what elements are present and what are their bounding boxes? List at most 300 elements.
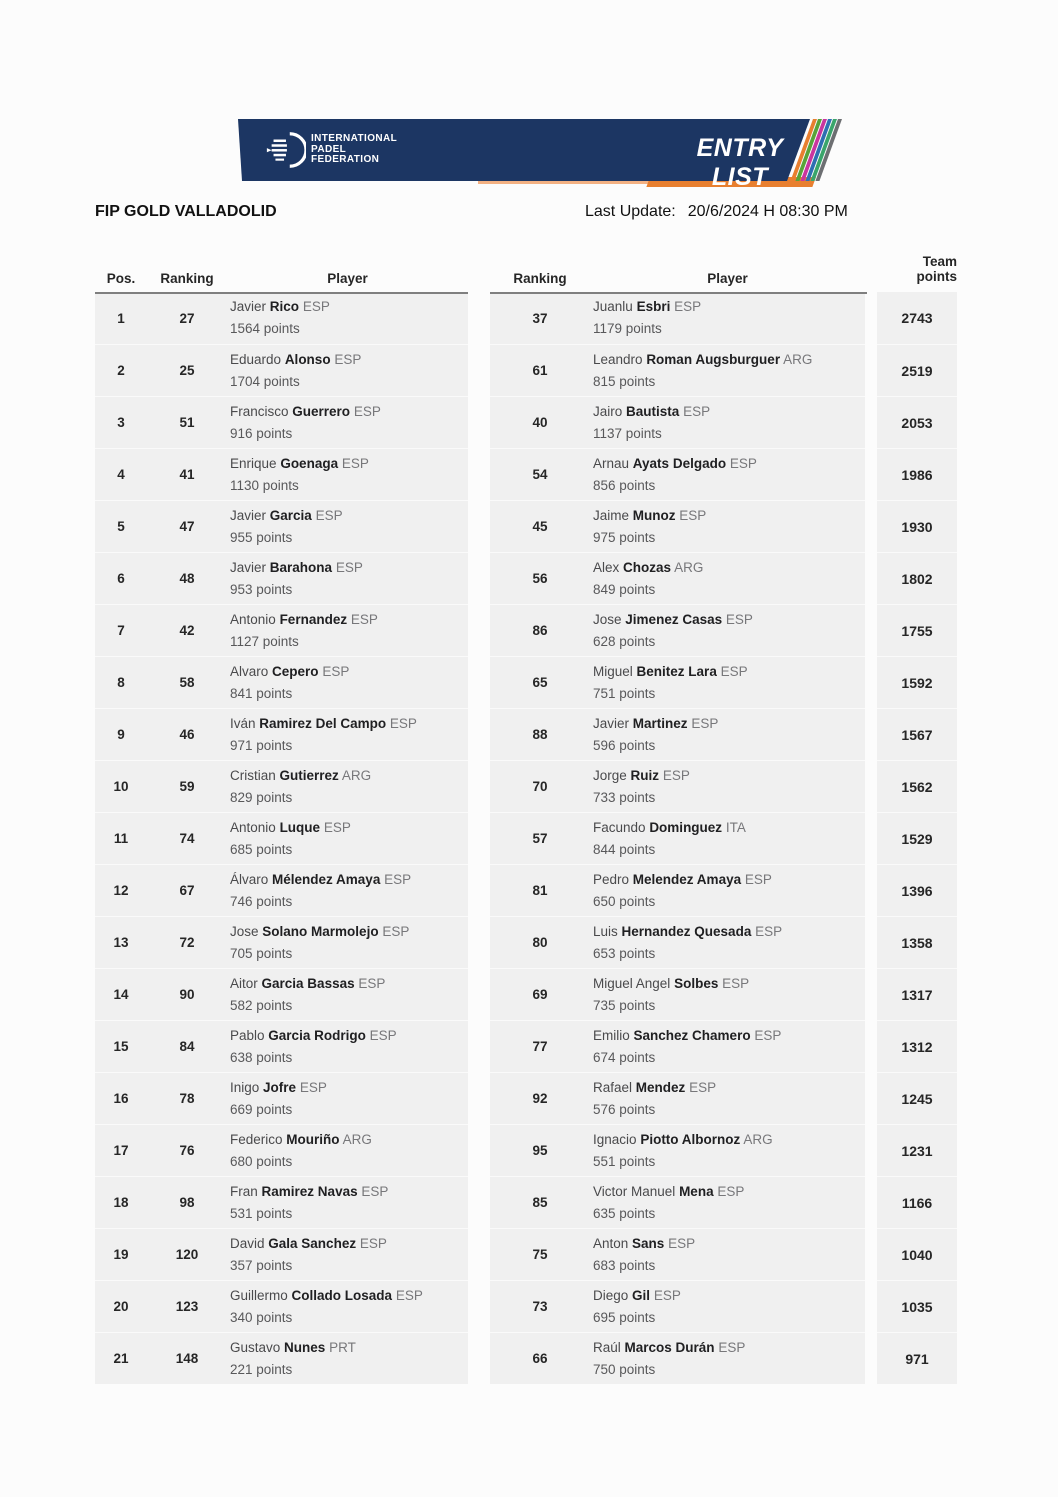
player-points: 685 points — [230, 841, 293, 857]
player-name — [230, 296, 468, 318]
column-gap — [865, 760, 877, 812]
table-row — [95, 968, 957, 1020]
player-points: 551 points — [593, 1153, 656, 1169]
table-row — [95, 1020, 957, 1072]
team-points-cell: 1930 — [877, 500, 957, 552]
player-first-name: Javier — [230, 507, 267, 523]
player-name — [593, 817, 865, 839]
player-points: 596 points — [593, 737, 656, 753]
header-underline-left — [95, 292, 468, 294]
player-country: ARG — [342, 1131, 372, 1147]
player-country: ESP — [323, 819, 351, 835]
team-points-cell: 1529 — [877, 812, 957, 864]
player-last-name: Gala Sanchez — [268, 1235, 357, 1251]
player-first-name: Ignacio — [593, 1131, 637, 1147]
player-last-name: Alonso — [284, 351, 331, 367]
column-gap — [468, 708, 490, 760]
player-last-name: Garcia Bassas — [261, 975, 355, 991]
player-last-name: Ramirez Del Campo — [259, 715, 387, 731]
header-banner — [238, 119, 850, 191]
federation-name-line1: INTERNATIONAL — [311, 133, 398, 145]
player-cell-2 — [590, 1176, 865, 1228]
player-points: 340 points — [230, 1309, 293, 1325]
column-gap — [865, 864, 877, 916]
column-gap — [865, 1072, 877, 1124]
player-cell-2 — [590, 968, 865, 1020]
pos-cell: 10 — [95, 760, 147, 812]
ranking-cell-2: 77 — [490, 1020, 590, 1072]
column-gap — [468, 812, 490, 864]
player-name — [230, 505, 468, 527]
player-name — [230, 1285, 468, 1307]
pos-cell: 6 — [95, 552, 147, 604]
column-gap — [865, 708, 877, 760]
player-first-name: Pedro — [593, 871, 630, 887]
player-cell-1 — [227, 292, 468, 344]
player-country: ESP — [679, 507, 707, 523]
ranking-cell-1: 98 — [147, 1176, 227, 1228]
player-country: ESP — [322, 663, 350, 679]
player-points: 628 points — [593, 633, 656, 649]
player-name — [230, 609, 468, 631]
player-country: ESP — [350, 611, 378, 627]
player-country: ESP — [755, 923, 783, 939]
player-country: ESP — [720, 663, 748, 679]
player-country: ESP — [382, 923, 410, 939]
player-last-name: Mélendez Amaya — [272, 871, 381, 887]
player-cell-2 — [590, 916, 865, 968]
player-first-name: Pablo — [230, 1027, 265, 1043]
federation-ball-icon — [264, 129, 306, 171]
ranking-cell-2: 81 — [490, 864, 590, 916]
column-gap — [865, 552, 877, 604]
column-gap — [468, 864, 490, 916]
player-country: ESP — [389, 715, 417, 731]
ranking-cell-2: 88 — [490, 708, 590, 760]
column-gap — [468, 396, 490, 448]
player-cell-2 — [590, 656, 865, 708]
player-name — [593, 1233, 865, 1255]
ranking-cell-2: 45 — [490, 500, 590, 552]
player-cell-1 — [227, 1176, 468, 1228]
player-country: ESP — [335, 559, 363, 575]
player-cell-1 — [227, 552, 468, 604]
player-name — [230, 713, 468, 735]
player-first-name: Fran — [230, 1183, 258, 1199]
player-last-name: Chozas — [623, 559, 672, 575]
federation-name-line2: PADEL — [311, 143, 347, 155]
ranking-cell-1: 148 — [147, 1332, 227, 1384]
player-name — [593, 713, 865, 735]
ranking-cell-2: 69 — [490, 968, 590, 1020]
team-points-cell: 1396 — [877, 864, 957, 916]
player-name — [593, 1025, 865, 1047]
ranking-cell-1: 67 — [147, 864, 227, 916]
ranking-cell-1: 72 — [147, 916, 227, 968]
pos-cell: 18 — [95, 1176, 147, 1228]
ranking-cell-1: 41 — [147, 448, 227, 500]
player-last-name: Fernandez — [279, 611, 348, 627]
pos-cell: 19 — [95, 1228, 147, 1280]
player-last-name: Cepero — [272, 663, 319, 679]
player-first-name: Anton — [593, 1235, 629, 1251]
player-country: ESP — [359, 1235, 387, 1251]
player-cell-1 — [227, 1228, 468, 1280]
player-name — [593, 1181, 865, 1203]
last-update — [585, 203, 848, 221]
column-gap — [865, 1124, 877, 1176]
ranking-cell-1: 120 — [147, 1228, 227, 1280]
column-gap — [468, 656, 490, 708]
ranking-cell-1: 58 — [147, 656, 227, 708]
player-country: ESP — [353, 403, 381, 419]
player-cell-1 — [227, 916, 468, 968]
table-row — [95, 812, 957, 864]
player-points: 531 points — [230, 1205, 293, 1221]
player-country: ESP — [334, 351, 362, 367]
player-first-name: Cristian — [230, 767, 276, 783]
column-gap — [865, 916, 877, 968]
player-first-name: Iván — [230, 715, 256, 731]
player-last-name: Hernandez Quesada — [621, 923, 752, 939]
player-cell-2 — [590, 344, 865, 396]
player-first-name: Jorge — [593, 767, 627, 783]
player-name — [593, 1077, 865, 1099]
ranking-cell-1: 46 — [147, 708, 227, 760]
player-name — [593, 505, 865, 527]
player-points: 1564 points — [230, 321, 300, 336]
player-cell-2 — [590, 292, 865, 344]
column-gap — [865, 292, 877, 344]
column-gap — [468, 500, 490, 552]
ranking-cell-2: 37 — [490, 292, 590, 344]
player-cell-2 — [590, 760, 865, 812]
column-gap — [468, 1176, 490, 1228]
player-first-name: Federico — [230, 1131, 283, 1147]
entry-list-label: ENTRY LIST — [696, 134, 784, 191]
player-name — [230, 661, 468, 683]
player-last-name: Ayats Delgado — [632, 455, 727, 471]
player-first-name: Francisco — [230, 403, 289, 419]
player-name — [593, 453, 865, 475]
ranking-cell-2: 85 — [490, 1176, 590, 1228]
player-country: ESP — [358, 975, 386, 991]
player-points: 971 points — [230, 737, 293, 753]
player-cell-1 — [227, 1020, 468, 1072]
player-cell-2 — [590, 1020, 865, 1072]
player-points: 975 points — [593, 529, 656, 545]
player-last-name: Piotto Albornoz — [640, 1131, 741, 1147]
player-cell-2 — [590, 864, 865, 916]
player-first-name: Emilio — [593, 1027, 630, 1043]
player-name — [230, 349, 468, 371]
player-first-name: Javier — [593, 715, 630, 731]
player-country: ESP — [395, 1287, 423, 1303]
player-cell-2 — [590, 812, 865, 864]
player-points: 733 points — [593, 789, 656, 805]
column-gap — [468, 344, 490, 396]
player-points: 650 points — [593, 893, 656, 909]
player-points: 844 points — [593, 841, 656, 857]
team-points-cell: 1245 — [877, 1072, 957, 1124]
player-name — [230, 765, 468, 787]
ranking-cell-2: 80 — [490, 916, 590, 968]
player-name — [230, 401, 468, 423]
player-last-name: Garcia Rodrigo — [268, 1027, 366, 1043]
team-points-cell: 1317 — [877, 968, 957, 1020]
team-points-cell: 1802 — [877, 552, 957, 604]
pos-cell: 2 — [95, 344, 147, 396]
column-gap — [468, 916, 490, 968]
table-row — [95, 864, 957, 916]
column-header-team-points — [877, 252, 957, 292]
column-gap — [468, 968, 490, 1020]
table-row — [95, 552, 957, 604]
ranking-cell-2: 95 — [490, 1124, 590, 1176]
player-points: 1130 points — [230, 477, 299, 493]
table-row — [95, 604, 957, 656]
federation-name-line3: FEDERATION — [311, 154, 380, 166]
ranking-cell-2: 65 — [490, 656, 590, 708]
player-country: ARG — [783, 351, 813, 367]
player-cell-1 — [227, 1332, 468, 1384]
player-country: ESP — [315, 507, 343, 523]
player-cell-2 — [590, 500, 865, 552]
header-underline-right — [490, 292, 867, 294]
player-points: 221 points — [230, 1361, 293, 1377]
ranking-cell-2: 66 — [490, 1332, 590, 1384]
player-country: ARG — [674, 559, 704, 575]
ranking-cell-2: 86 — [490, 604, 590, 656]
player-country: ESP — [754, 1027, 782, 1043]
player-name — [593, 869, 865, 891]
player-country: ESP — [729, 455, 757, 471]
player-first-name: Facundo — [593, 819, 646, 835]
table-row — [95, 1228, 957, 1280]
table-row — [95, 1332, 957, 1384]
player-name — [593, 609, 865, 631]
player-points: 1179 points — [593, 321, 662, 336]
player-last-name: Bautista — [626, 403, 680, 419]
column-gap — [865, 396, 877, 448]
column-gap — [865, 968, 877, 1020]
player-cell-1 — [227, 968, 468, 1020]
player-last-name: Goenaga — [280, 455, 339, 471]
player-first-name: Rafael — [593, 1079, 633, 1095]
table-row — [95, 708, 957, 760]
player-first-name: Jaime — [593, 507, 630, 523]
player-points: 829 points — [230, 789, 293, 805]
player-first-name: Juanlu — [593, 299, 633, 314]
player-cell-1 — [227, 448, 468, 500]
player-points: 582 points — [230, 997, 293, 1013]
player-first-name: Eduardo — [230, 351, 282, 367]
team-points-cell: 2053 — [877, 396, 957, 448]
pos-cell: 13 — [95, 916, 147, 968]
table-row — [95, 500, 957, 552]
player-name — [230, 1077, 468, 1099]
player-last-name: Dominguez — [649, 819, 723, 835]
player-first-name: Álvaro — [230, 871, 269, 887]
player-last-name: Garcia — [269, 507, 312, 523]
player-points: 953 points — [230, 581, 293, 597]
ranking-cell-2: 70 — [490, 760, 590, 812]
player-cell-2 — [590, 1124, 865, 1176]
ranking-cell-1: 76 — [147, 1124, 227, 1176]
player-first-name: David — [230, 1235, 265, 1251]
player-name — [230, 1181, 468, 1203]
column-gap — [865, 1332, 877, 1384]
player-cell-2 — [590, 708, 865, 760]
pos-cell: 7 — [95, 604, 147, 656]
player-first-name: Alex — [593, 559, 620, 575]
player-name — [593, 661, 865, 683]
ranking-cell-2: 61 — [490, 344, 590, 396]
player-first-name: Jose — [593, 611, 622, 627]
player-first-name: Javier — [230, 559, 267, 575]
player-first-name: Raúl — [593, 1339, 621, 1355]
column-gap — [468, 760, 490, 812]
column-gap — [865, 1280, 877, 1332]
column-header-team-points-line1: Team — [922, 254, 957, 269]
player-last-name: Mendez — [635, 1079, 686, 1095]
player-last-name: Melendez Amaya — [632, 871, 742, 887]
player-last-name: Marcos Durán — [624, 1339, 715, 1355]
player-cell-2 — [590, 448, 865, 500]
ranking-cell-1: 48 — [147, 552, 227, 604]
player-name — [593, 1285, 865, 1307]
ranking-cell-1: 74 — [147, 812, 227, 864]
player-cell-2 — [590, 1072, 865, 1124]
table-row — [95, 656, 957, 708]
team-points-cell: 1755 — [877, 604, 957, 656]
pos-cell: 8 — [95, 656, 147, 708]
last-update-label: Last Update: — [585, 203, 676, 220]
player-country: ESP — [341, 455, 369, 471]
player-points: 815 points — [593, 373, 656, 389]
player-first-name: Alvaro — [230, 663, 269, 679]
player-country: ESP — [674, 299, 702, 314]
column-gap — [468, 1228, 490, 1280]
table-row — [95, 292, 957, 344]
player-points: 695 points — [593, 1309, 656, 1325]
team-points-cell: 1567 — [877, 708, 957, 760]
player-cell-1 — [227, 1124, 468, 1176]
player-cell-1 — [227, 812, 468, 864]
column-gap — [865, 656, 877, 708]
player-last-name: Luque — [279, 819, 321, 835]
player-name — [593, 1337, 865, 1359]
player-points: 1137 points — [593, 425, 662, 441]
ranking-cell-1: 78 — [147, 1072, 227, 1124]
banner-thin-orange-line — [478, 181, 650, 184]
player-first-name: Inigo — [230, 1079, 260, 1095]
player-points: 916 points — [230, 425, 293, 441]
team-points-cell: 1312 — [877, 1020, 957, 1072]
ranking-cell-1: 123 — [147, 1280, 227, 1332]
column-gap — [468, 1020, 490, 1072]
player-points: 1127 points — [230, 633, 299, 649]
player-last-name: Ruiz — [630, 767, 660, 783]
ranking-cell-1: 59 — [147, 760, 227, 812]
ranking-cell-1: 84 — [147, 1020, 227, 1072]
player-cell-1 — [227, 344, 468, 396]
player-country: ITA — [725, 819, 746, 835]
player-name — [593, 973, 865, 995]
column-gap — [865, 344, 877, 396]
column-gap — [865, 1020, 877, 1072]
column-gap — [468, 292, 490, 344]
player-country: ESP — [299, 1079, 327, 1095]
team-points-cell: 1592 — [877, 656, 957, 708]
player-cell-1 — [227, 1280, 468, 1332]
last-update-value: 20/6/2024 H 08:30 PM — [687, 203, 848, 220]
player-name — [593, 401, 865, 423]
player-country: ESP — [302, 299, 330, 314]
player-country: ESP — [691, 715, 719, 731]
player-first-name: Enrique — [230, 455, 277, 471]
player-country: ESP — [689, 1079, 717, 1095]
player-points: 955 points — [230, 529, 293, 545]
player-cell-2 — [590, 552, 865, 604]
ranking-cell-2: 56 — [490, 552, 590, 604]
player-country: ARG — [341, 767, 372, 783]
player-last-name: Jimenez Casas — [625, 611, 723, 627]
player-name — [230, 973, 468, 995]
player-first-name: Luis — [593, 923, 618, 939]
column-gap — [865, 604, 877, 656]
player-first-name: Jose — [230, 923, 259, 939]
player-country: ESP — [384, 871, 412, 887]
team-points-cell: 1562 — [877, 760, 957, 812]
player-name — [230, 1129, 468, 1151]
player-country: ESP — [722, 975, 750, 991]
table-row — [95, 396, 957, 448]
federation-logo — [264, 129, 397, 171]
player-first-name: Miguel Angel — [593, 975, 671, 991]
player-name — [230, 1233, 468, 1255]
column-gap — [865, 500, 877, 552]
player-points: 841 points — [230, 685, 293, 701]
pos-cell: 12 — [95, 864, 147, 916]
player-first-name: Arnau — [593, 455, 630, 471]
team-points-cell: 2519 — [877, 344, 957, 396]
player-last-name: Mouriño — [286, 1131, 340, 1147]
player-cell-1 — [227, 396, 468, 448]
player-name — [230, 557, 468, 579]
pos-cell: 20 — [95, 1280, 147, 1332]
player-name — [593, 557, 865, 579]
player-country: ESP — [725, 611, 753, 627]
player-country: ESP — [361, 1183, 389, 1199]
column-gap — [865, 812, 877, 864]
player-name — [230, 453, 468, 475]
pos-cell: 11 — [95, 812, 147, 864]
column-header-ranking-1: Ranking — [160, 271, 214, 286]
player-points: 849 points — [593, 581, 656, 597]
team-points-cell: 1035 — [877, 1280, 957, 1332]
player-points: 750 points — [593, 1361, 656, 1377]
player-points: 635 points — [593, 1205, 656, 1221]
column-gap — [468, 552, 490, 604]
table-row — [95, 1280, 957, 1332]
player-country: ESP — [717, 1183, 745, 1199]
column-header-ranking-2: Ranking — [513, 271, 567, 286]
player-last-name: Sans — [632, 1235, 665, 1251]
player-last-name: Martinez — [632, 715, 688, 731]
table-row — [95, 1072, 957, 1124]
player-country: PRT — [329, 1339, 356, 1355]
